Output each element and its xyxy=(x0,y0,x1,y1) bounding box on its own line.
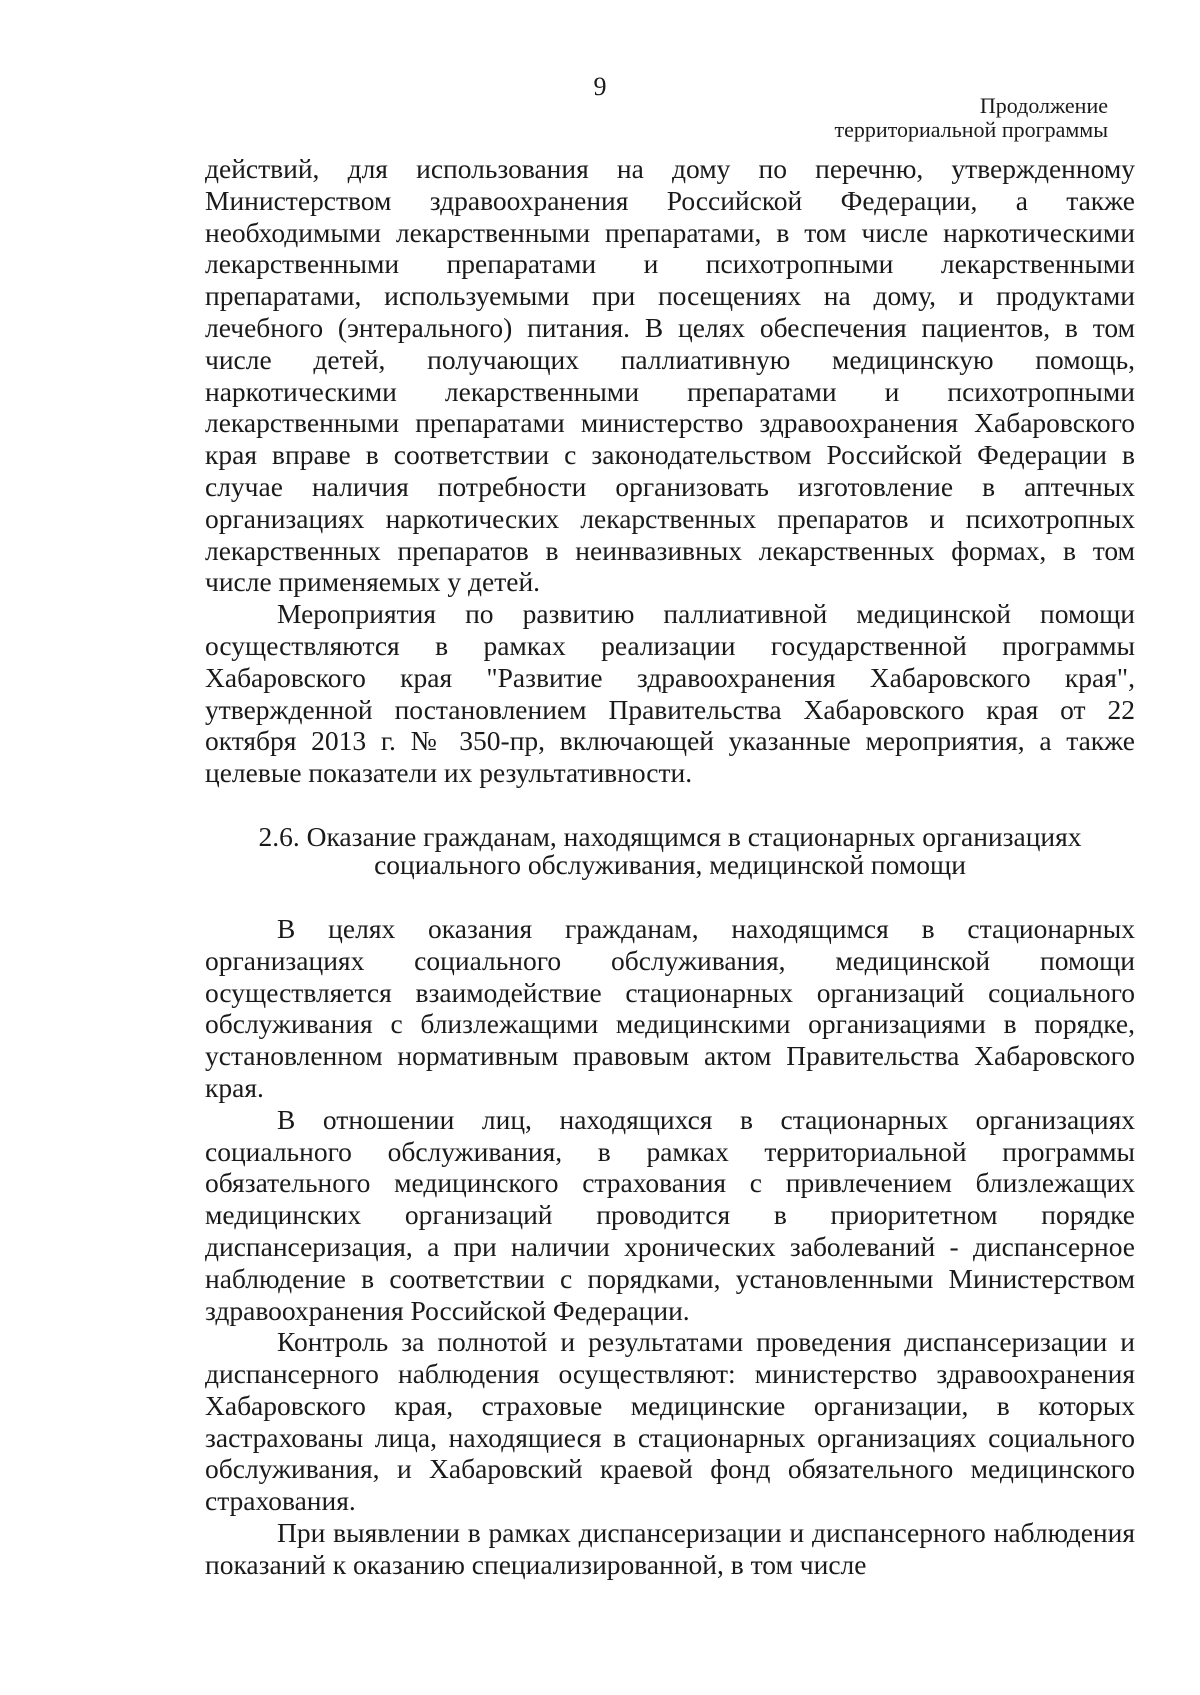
section-heading-line-2: социального обслуживания, медицинской помощи xyxy=(374,848,966,880)
paragraph-control: Контроль за полнотой и результатами проведения диспансеризации и диспансерного наблюдения осуществляют: министерство здравоохранения Хабаровского края, страховые медицинские организации, в которых застрахованы лица, находящиеся в стационарных организациях социального обслуживания, и Хабаровский краевой фонд обязательного медицинского страхования. xyxy=(205,1326,1135,1517)
paragraph-palliative-measures: Мероприятия по развитию паллиативной медицинской помощи осуществляются в рамках реализации государственной программы Хабаровского края "Развитие здравоохранения Хабаровского края", утвержденной постановлением Правительства Хабаровского края от 22 октября 2013 г. № 350-пр, включающей указанные мероприятия, а также целевые показатели их результативности. xyxy=(205,598,1135,789)
continuation-line-1: Продолжение xyxy=(979,93,1108,118)
document-body xyxy=(205,153,1135,1581)
continuation-note xyxy=(835,94,1108,142)
page-number: 9 xyxy=(593,72,607,101)
paragraph-dispensarization: В отношении лиц, находящихся в стационарных организациях социального обслуживания, в рамках территориальной программы обязательного медицинского страхования с привлечением близлежащих медицинских организаций проводится в приоритетном порядке диспансеризация, а при наличии хронических заболеваний - диспансерное наблюдение в соответствии с порядками, установленными Министерством здравоохранения Российской Федерации. xyxy=(205,1103,1135,1326)
section-heading xyxy=(205,820,1135,880)
section-heading-line-1: 2.6. Оказание гражданам, находящимся в стационарных организациях xyxy=(258,820,1082,852)
continuation-line-2: территориальной программы xyxy=(834,117,1108,142)
paragraph-indications: При выявлении в рамках диспансеризации и диспансерного наблюдения показаний к оказанию специализированной, в том числе xyxy=(205,1517,1135,1580)
paragraph-interaction: В целях оказания гражданам, находящимся в стационарных организациях социального обслуживания, медицинской помощи осуществляется взаимодействие стационарных организаций социального обслуживания с близлежащими медицинскими организациями в порядке, установленном нормативным правовым актом Правительства Хабаровского края. xyxy=(205,912,1135,1103)
paragraph-continued: действий, для использования на дому по перечню, утвержденному Министерством здравоохранения Российской Федерации, а также необходимыми лекарственными препаратами, в том числе наркотическими лекарственными препаратами и психотропными лекарственными препаратами, используемыми при посещениях на дому, и продуктами лечебного (энтерального) питания. В целях обеспечения пациентов, в том числе детей, получающих паллиативную медицинскую помощь, наркотическими лекарственными препаратами и психотропными лекарственными препаратами министерство здравоохранения Хабаровского края вправе в соответствии с законодательством Российской Федерации в случае наличия потребности организовать изготовление в аптечных организациях наркотических лекарственных препаратов и психотропных лекарственных препаратов в неинвазивных лекарственных формах, в том числе применяемых у детей. xyxy=(205,153,1135,598)
